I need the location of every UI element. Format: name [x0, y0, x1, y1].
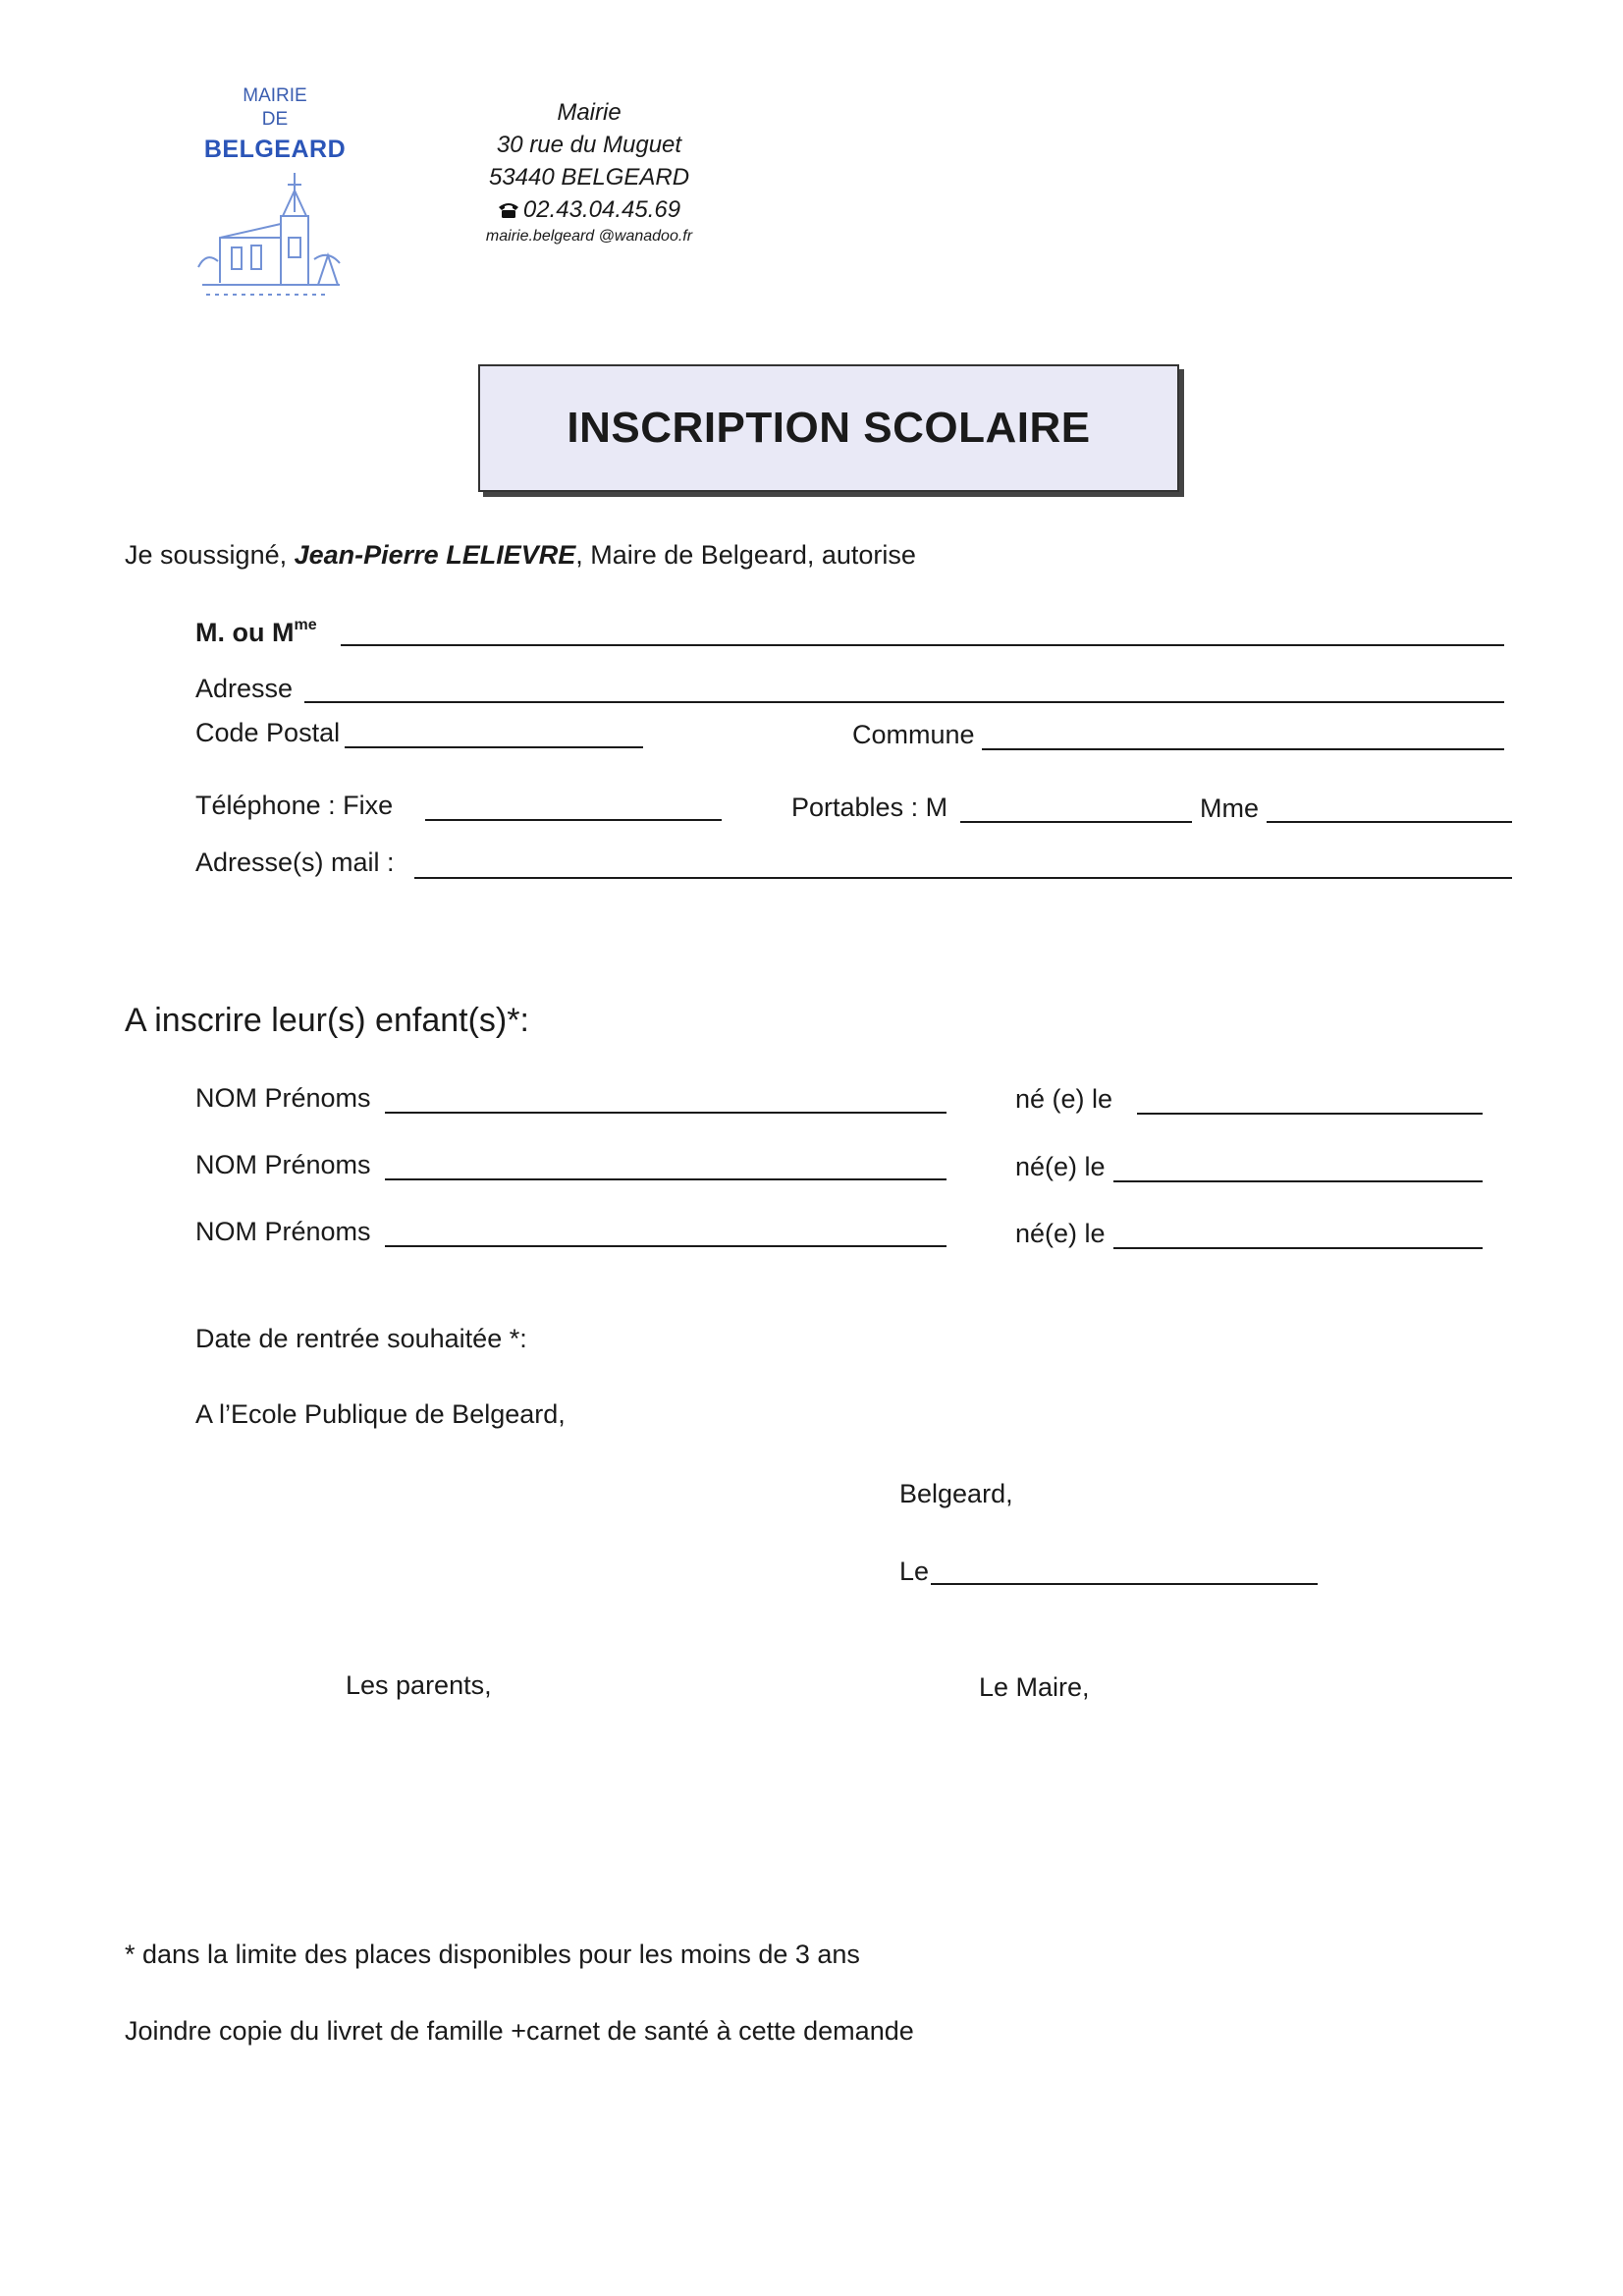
child-3-name-label: NOM Prénoms: [195, 1217, 371, 1246]
footnote: * dans la limite des places disponibles pour les moins de 3 ans: [125, 1940, 860, 1969]
phone-fixed-field[interactable]: [425, 819, 722, 821]
child-1-born-field[interactable]: [1137, 1113, 1483, 1115]
child-2-born-field[interactable]: [1113, 1180, 1483, 1182]
mairie-address: [442, 96, 736, 247]
address-field[interactable]: [304, 701, 1504, 703]
child-3-born-field[interactable]: [1113, 1247, 1483, 1249]
child-1-born-label: né (e) le: [1015, 1084, 1113, 1114]
city-label: Commune: [852, 720, 975, 749]
intro-suffix: , Maire de Belgeard, autorise: [575, 540, 916, 570]
intro-sentence: [125, 542, 916, 569]
telephone-icon: [498, 201, 519, 219]
intro-prefix: Je soussigné,: [125, 540, 295, 570]
mobile-m-field[interactable]: [960, 821, 1192, 823]
address-line-3: 53440 BELGEARD: [488, 164, 690, 191]
title-box: [478, 364, 1179, 492]
address-line-2: 30 rue du Muguet: [496, 132, 682, 158]
child-1-name-label: NOM Prénoms: [195, 1083, 371, 1113]
mr-mrs-field[interactable]: [341, 644, 1504, 646]
logo-line-2: DE: [261, 109, 289, 130]
logo-line-1: MAIRIE: [243, 85, 307, 106]
email-field[interactable]: [414, 877, 1512, 879]
children-heading: A inscrire leur(s) enfant(s)*:: [125, 1002, 529, 1039]
mobile-mme-field[interactable]: [1267, 821, 1512, 823]
logo-name: BELGEARD: [203, 136, 347, 163]
desired-date-label: Date de rentrée souhaitée *:: [195, 1324, 527, 1353]
postal-code-label: Code Postal: [195, 718, 341, 747]
child-3-born-label: né(e) le: [1015, 1219, 1106, 1248]
date-field[interactable]: [931, 1583, 1318, 1585]
parents-signature-label: Les parents,: [346, 1670, 492, 1700]
child-2-name-label: NOM Prénoms: [195, 1150, 371, 1179]
child-3-name-field[interactable]: [385, 1245, 947, 1247]
address-label: Adresse: [195, 674, 294, 703]
mairie-logo: [177, 82, 373, 318]
mr-mrs-label: M. ou $M^{me}$: [195, 617, 317, 647]
email-label: Adresse(s) mail :: [195, 847, 395, 877]
place-label: Belgeard,: [899, 1479, 1013, 1508]
address-line-1: Mairie: [557, 99, 622, 126]
attachment-note: Joindre copie du livret de famille +carnet de santé à cette demande: [125, 2016, 914, 2046]
phone-line: [442, 193, 736, 226]
church-drawing-icon: [192, 173, 350, 310]
email-address: mairie.belgeard @wanadoo.fr: [485, 228, 693, 245]
child-1-name-field[interactable]: [385, 1112, 947, 1114]
child-2-born-label: né(e) le: [1015, 1152, 1106, 1181]
phone-number: 02.43.04.45.69: [522, 196, 681, 223]
school-label: A l’Ecole Publique de Belgeard,: [195, 1399, 566, 1429]
phone-fixed-label: Téléphone : Fixe: [195, 791, 394, 820]
page-title: INSCRIPTION SCOLAIRE: [567, 404, 1091, 452]
date-label: Le: [899, 1557, 930, 1586]
child-2-name-field[interactable]: [385, 1178, 947, 1180]
mobile-mme-label: Mme: [1200, 793, 1259, 823]
city-field[interactable]: [982, 748, 1504, 750]
mayor-name: Jean-Pierre LELIEVRE: [294, 540, 576, 570]
mayor-signature-label: Le Maire,: [979, 1672, 1090, 1702]
mobile-label: Portables : M: [791, 793, 948, 822]
postal-code-field[interactable]: [345, 746, 643, 748]
